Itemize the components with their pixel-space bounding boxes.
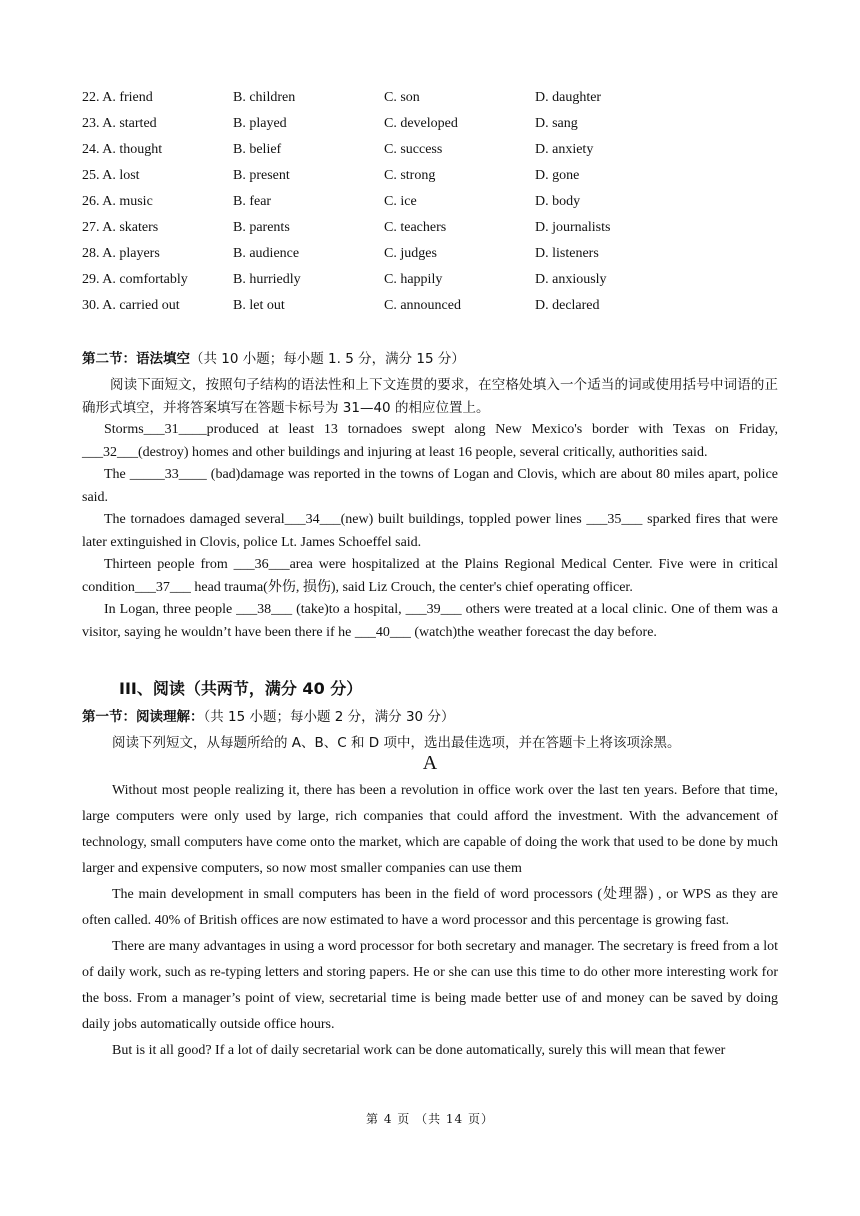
grammar-instruction: 阅读下面短文，按照句子结构的语法性和上下文连贯的要求，在空格处填入一个适当的词或使用括号中词语的正确形式填空，并将答案填写在答题卡标号为 31—40 的相应位置上。 [82, 377, 778, 416]
option-c: C. happily [384, 272, 443, 287]
option-a: 24. A. thought [82, 142, 163, 157]
option-c: C. teachers [384, 220, 447, 235]
grammar-heading-note: （共 10 小题；每小题 1. 5 分，满分 15 分） [190, 351, 465, 367]
option-d: D. body [535, 194, 581, 209]
option-c: C. strong [384, 168, 436, 183]
option-d: D. anxiously [535, 272, 607, 287]
option-row-28 [82, 243, 782, 269]
option-c: C. developed [384, 116, 458, 131]
reading-section-heading [82, 705, 454, 725]
option-row-27 [82, 217, 782, 243]
option-d: D. declared [535, 298, 600, 313]
option-d: D. listeners [535, 246, 599, 261]
option-a: 26. A. music [82, 194, 153, 209]
option-c: C. son [384, 90, 420, 105]
option-row-29 [82, 269, 782, 295]
option-row-24 [82, 139, 782, 165]
option-b: B. children [233, 90, 296, 105]
option-row-22 [82, 87, 782, 113]
passage-paragraph: Without most people realizing it, there has been a revolution in office work over the last ten years. Before that time, large computers were only used by large, rich companies that could afford the investment. With the advancement of technology, small computers have come onto the market, which are capable of doing the work that used to be done by much larger and expensive computers, so now most smaller companies can use them [82, 783, 778, 876]
passage-paragraph: But is it all good? If a lot of daily secretarial work can be done automatically, surely this will mean that fewer [112, 1043, 726, 1058]
grammar-paragraph: In Logan, three people ___38___ (take)to a hospital, ___39___ others were treated at a local clinic. One of them was a visitor, saying he wouldn’t have been there if he ___40___ (watch)the weather forecast the day before. [82, 602, 778, 640]
passage-letter: A [422, 752, 438, 774]
option-b: B. parents [233, 220, 290, 235]
option-b: B. fear [233, 194, 272, 209]
grammar-paragraph: Thirteen people from ___36___area were hospitalized at the Plains Regional Medical Center. Five were in critical condition___37___ head trauma(外伤, 损伤), said Liz Crouch, the center's chief operating officer. [82, 557, 778, 595]
page-footer: 第 4 页 （共 14 页） [366, 1112, 494, 1126]
option-a: 22. A. friend [82, 90, 153, 105]
option-b: B. played [233, 116, 287, 131]
option-b: B. audience [233, 246, 300, 261]
passage-paragraph: The main development in small computers has been in the field of word processors (处理器) , or WPS as they are often called. 40% of British offices are now estimated to have a word processor and this percentage is growing fast. [82, 887, 778, 928]
reading-part-title: III、阅读（共两节，满分 40 分） [119, 679, 363, 698]
reading-instruction: 阅读下列短文，从每题所给的 A、B、C 和 D 项中，选出最佳选项，并在答题卡上将该项涂黑。 [112, 735, 681, 751]
option-a: 27. A. skaters [82, 220, 159, 235]
option-b: B. belief [233, 142, 282, 157]
option-d: D. gone [535, 168, 580, 183]
grammar-paragraph: Storms___31____produced at least 13 tornadoes swept along New Mexico's border with Texas on Friday, ___32___(destroy) homes and other buildings and injuring at least 16 people, several critically, authorities said. [82, 422, 778, 460]
option-row-25 [82, 165, 782, 191]
option-b: B. hurriedly [233, 272, 301, 287]
option-d: D. daughter [535, 90, 602, 105]
reading-heading-note: （共 15 小题；每小题 2 分，满分 30 分） [203, 709, 455, 725]
option-b: B. present [233, 168, 290, 183]
grammar-section-heading [82, 347, 465, 367]
option-a: 29. A. comfortably [82, 272, 188, 287]
reading-heading: 第一节：阅读理解： [82, 709, 204, 725]
option-row-26 [82, 191, 782, 217]
option-a: 25. A. lost [82, 168, 140, 183]
option-a: 30. A. carried out [82, 298, 180, 313]
cloze-options [82, 87, 782, 321]
reading-passage-a [82, 778, 778, 1064]
grammar-paragraph: The tornadoes damaged several___34___(new) built buildings, toppled power lines ___35___ sparked fires that were later extinguished in Clovis, police Lt. James Schoeffel said. [82, 512, 778, 550]
grammar-section [82, 374, 778, 644]
option-c: C. ice [384, 194, 417, 209]
grammar-paragraph: The _____33____ (bad)damage was reported in the towns of Logan and Clovis, which are about 80 miles apart, police said. [82, 467, 778, 505]
option-d: D. anxiety [535, 142, 594, 157]
option-a: 28. A. players [82, 246, 160, 261]
option-a: 23. A. started [82, 116, 157, 131]
option-row-23 [82, 113, 782, 139]
option-c: C. success [384, 142, 443, 157]
option-d: D. sang [535, 116, 578, 131]
option-row-30 [82, 295, 782, 321]
option-b: B. let out [233, 298, 285, 313]
option-c: C. announced [384, 298, 461, 313]
passage-paragraph: There are many advantages in using a word processor for both secretary and manager. The secretary is freed from a lot of daily work, such as re-typing letters and storing papers. He or she can use this time to do other more interesting work for the boss. From a manager’s point of view, secretarial time is being made better use of and money can be saved by doing daily jobs automatically outside office hours. [82, 939, 778, 1032]
option-d: D. journalists [535, 220, 611, 235]
grammar-heading: 第二节：语法填空 [82, 351, 190, 367]
option-c: C. judges [384, 246, 437, 261]
